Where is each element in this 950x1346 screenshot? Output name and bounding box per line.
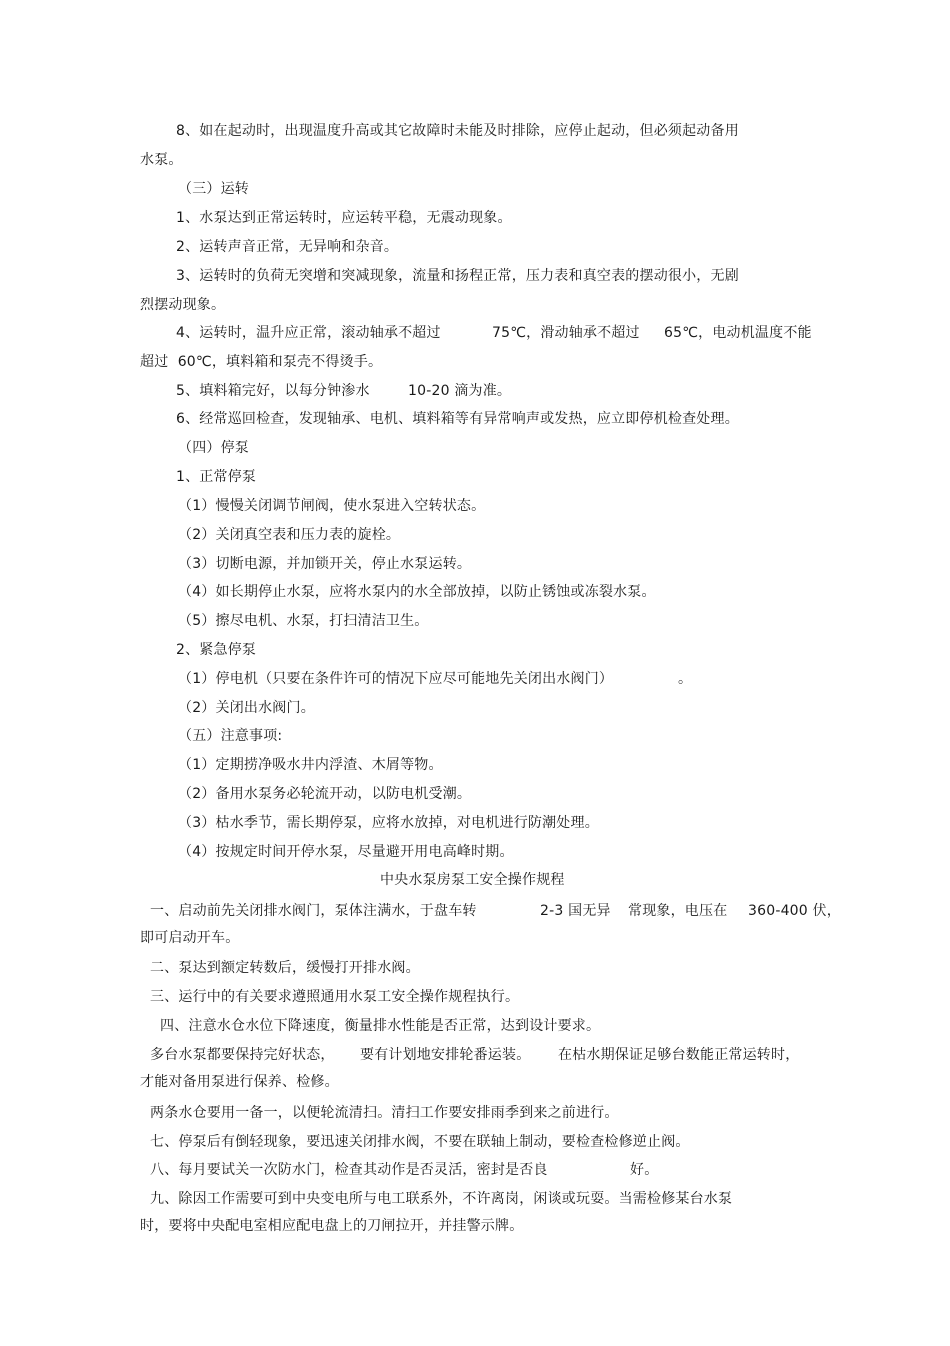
text-line: 8、如在起动时，出现温度升高或其它故障时未能及时排除，应停止起动，但必须起动备用	[176, 123, 739, 139]
text-line: 超过 60℃，填料箱和泵壳不得烫手。	[140, 354, 383, 370]
text-line: 3、运转时的负荷无突增和突减现象，流量和扬程正常，压力表和真空表的摆动很小，无剧	[176, 268, 739, 284]
text-line: （5）擦尽电机、水泵，打扫清洁卫生。	[178, 613, 429, 629]
section-heading: （三）运转	[178, 181, 249, 197]
text-line: （1）慢慢关闭调节闸阀，使水泵进入空转状态。	[178, 498, 486, 514]
text-line: （3）切断电源，并加锁开关，停止水泵运转。	[178, 556, 472, 572]
text-line: 八、每月要试关一次防水门，检查其动作是否灵活，密封是否良 好。	[150, 1162, 659, 1178]
text-line: 6、经常巡回检查，发现轴承、电机、填料箱等有异常响声或发热，应立即停机检查处理。	[176, 411, 739, 427]
text-line: 2、紧急停泵	[176, 642, 257, 658]
text-line: （4）如长期停止水泵，应将水泵内的水全部放掉，以防止锈蚀或冻裂水泵。	[178, 584, 656, 600]
text-line: 三、运行中的有关要求遵照通用水泵工安全操作规程执行。	[150, 989, 520, 1005]
text-line: 4、运转时，温升应正常，滚动轴承不超过 75℃，滑动轴承不超过 65℃，电动机温度不能	[176, 325, 812, 341]
text-line: 1、水泵达到正常运转时，应运转平稳，无震动现象。	[176, 210, 512, 226]
section-heading: （五）注意事项:	[178, 728, 283, 744]
text-line: 多台水泵都要保持完好状态， 要有计划地安排轮番运装。 在枯水期保证足够台数能正常运转时，	[150, 1047, 800, 1063]
text-line: 四、注意水仓水位下降速度，衡量排水性能是否正常，达到设计要求。	[160, 1018, 601, 1034]
text-line: 即可启动开车。	[140, 930, 240, 946]
text-line: 水泵。	[140, 152, 183, 168]
text-line: 才能对备用泵进行保养、检修。	[140, 1074, 339, 1090]
text-line: 一、启动前先关闭排水阀门，泵体注满水，于盘车转 2-3 国无异 常现象，电压在 360-400 伏，	[150, 903, 841, 919]
text-line: 烈摆动现象。	[140, 297, 226, 313]
document-title: 中央水泵房泵工安全操作规程	[380, 872, 565, 888]
text-line: 二、泵达到额定转数后，缓慢打开排水阀。	[150, 960, 420, 976]
text-line: 时，要将中央配电室相应配电盘上的刀闸拉开，并挂警示牌。	[140, 1218, 524, 1234]
text-line: 九、除因工作需要可到中央变电所与电工联系外，不许离岗，闲谈或玩耍。当需检修某台水泵	[150, 1191, 733, 1207]
text-line: （2）备用水泵务必轮流开动，以防电机受潮。	[178, 786, 472, 802]
text-line: 七、停泵后有倒轻现象，要迅速关闭排水阀，不要在联轴上制动，要检查检修逆止阀。	[150, 1134, 690, 1150]
text-line: 5、填料箱完好，以每分钟渗水 10-20 滴为准。	[176, 383, 512, 399]
text-line: （4）按规定时间开停水泵，尽量避开用电高峰时期。	[178, 844, 514, 860]
text-line: （1）定期捞净吸水井内浮渣、木屑等物。	[178, 757, 443, 773]
text-line: 2、运转声音正常，无异响和杂音。	[176, 239, 399, 255]
text-line: 1、正常停泵	[176, 469, 257, 485]
text-line: （1）停电机（只要在条件许可的情况下应尽可能地先关闭出水阀门） 。	[178, 671, 693, 687]
text-line: （2）关闭真空表和压力表的旋栓。	[178, 527, 401, 543]
text-line: （3）枯水季节，需长期停泵，应将水放掉，对电机进行防潮处理。	[178, 815, 599, 831]
section-heading: （四）停泵	[178, 440, 249, 456]
text-line: （2）关闭出水阀门。	[178, 700, 315, 716]
text-line: 两条水仓要用一备一，以便轮流清扫。清扫工作要安排雨季到来之前进行。	[150, 1105, 619, 1121]
